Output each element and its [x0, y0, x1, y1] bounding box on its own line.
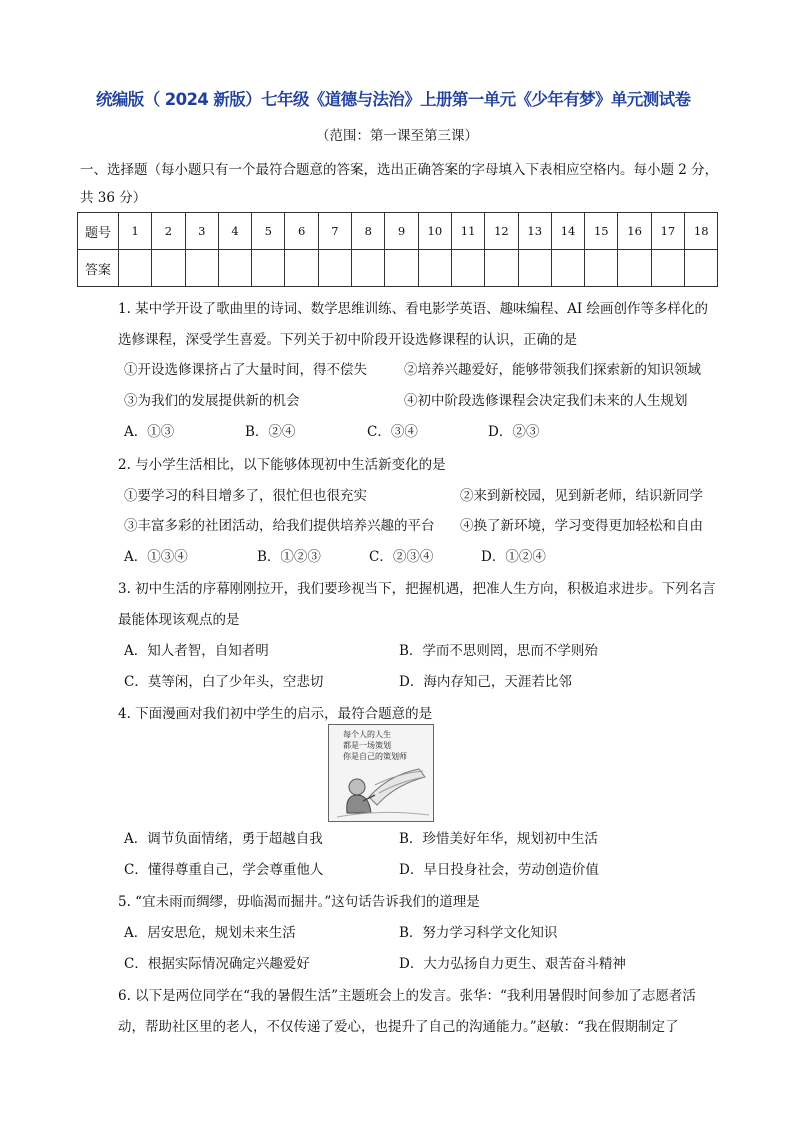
number-cell: 9 — [385, 213, 418, 250]
q5-option-c[interactable]: C．根据实际情况确定兴趣爱好 — [124, 956, 310, 972]
number-cell: 1 — [119, 213, 152, 250]
q5-option-d[interactable]: D．大力弘扬自力更生、艰苦奋斗精神 — [399, 956, 626, 972]
answer-cell[interactable] — [152, 250, 185, 287]
number-row — [78, 213, 718, 250]
q4-option-c[interactable]: C．懂得尊重自己，学会尊重他人 — [124, 862, 324, 878]
question-3-stem-cont: 最能体现该观点的是 — [118, 612, 240, 628]
cartoon-drawing — [329, 725, 433, 821]
q3-option-a[interactable]: A．知人者智，自知者明 — [124, 643, 269, 659]
number-cell: 11 — [451, 213, 484, 250]
number-row-label: 题号 — [78, 213, 119, 250]
number-cell: 6 — [285, 213, 318, 250]
q5-option-a[interactable]: A．居安思危，规划未来生活 — [124, 925, 296, 941]
q1-statement-2: ②培养兴趣爱好，能够带领我们探索新的知识领域 — [404, 362, 701, 378]
q3-option-d[interactable]: D．海内存知己，天涯若比邻 — [399, 674, 572, 690]
number-cell: 10 — [418, 213, 451, 250]
question-1-stem: 1. 某中学开设了歌曲里的诗词、数学思维训练、看电影学英语、趣味编程、AI 绘画创作等多样化的 — [118, 301, 709, 317]
answer-cell[interactable] — [218, 250, 251, 287]
q1-option-b[interactable]: B．②④ — [245, 424, 296, 440]
question-2-stem: 2. 与小学生活相比，以下能够体现初中生活新变化的是 — [118, 457, 446, 473]
answer-cell[interactable] — [119, 250, 152, 287]
q1-option-a[interactable]: A．①③ — [124, 424, 175, 440]
number-cell: 18 — [685, 213, 718, 250]
number-cell: 5 — [252, 213, 285, 250]
answer-cell[interactable] — [585, 250, 618, 287]
cartoon-image — [328, 724, 434, 822]
number-cell: 17 — [651, 213, 684, 250]
q2-option-d[interactable]: D．①②④ — [481, 549, 546, 565]
q2-option-b[interactable]: B．①②③ — [257, 549, 321, 565]
q2-statement-3: ③丰富多彩的社团活动，给我们提供培养兴趣的平台 — [124, 518, 435, 534]
section-heading-cont: 共 36 分） — [80, 190, 147, 206]
number-cell: 4 — [218, 213, 251, 250]
number-cell: 12 — [485, 213, 518, 250]
q4-option-d[interactable]: D．早日投身社会，劳动创造价值 — [399, 862, 599, 878]
question-6-stem: 6. 以下是两位同学在“我的暑假生活”主题班会上的发言。张华：“我利用暑假时间参加了志愿者活 — [118, 988, 696, 1004]
q2-option-a[interactable]: A．①③④ — [124, 549, 188, 565]
question-5-stem: 5. “宜未雨而绸缪，毋临渴而掘井。”这句话告诉我们的道理是 — [118, 894, 480, 910]
q3-option-b[interactable]: B．学而不思则罔，思而不学则殆 — [399, 643, 598, 659]
answer-cell[interactable] — [352, 250, 385, 287]
page-subtitle: （范围：第一课至第三课） — [316, 128, 478, 144]
answer-cell[interactable] — [518, 250, 551, 287]
q4-option-a[interactable]: A．调节负面情绪，勇于超越自我 — [124, 831, 323, 847]
number-cell: 8 — [352, 213, 385, 250]
answer-row-label: 答案 — [78, 250, 119, 287]
number-cell: 13 — [518, 213, 551, 250]
q4-option-b[interactable]: B．珍惜美好年华，规划初中生活 — [399, 831, 598, 847]
answer-row — [78, 250, 718, 287]
answer-cell[interactable] — [451, 250, 484, 287]
number-cell: 3 — [185, 213, 218, 250]
question-1-stem-cont: 选修课程，深受学生喜爱。下列关于初中阶段开设选修课程的认识，正确的是 — [118, 332, 577, 348]
cartoon-caption-1: 每个人的人生 — [343, 730, 391, 739]
question-6-stem-cont: 动，帮助社区里的老人，不仅传递了爱心，也提升了自己的沟通能力。”赵敏：“我在假期制定了 — [118, 1019, 679, 1035]
section-heading: 一、选择题（每小题只有一个最符合题意的答案，选出正确答案的字母填入下表相应空格内。每小题 2 分， — [80, 162, 719, 178]
cartoon-caption-3: 你是自己的策划师 — [343, 752, 407, 761]
number-cell: 14 — [551, 213, 584, 250]
answer-table — [77, 212, 718, 287]
answer-cell[interactable] — [285, 250, 318, 287]
q2-option-c[interactable]: C．②③④ — [369, 549, 434, 565]
q1-option-d[interactable]: D．②③ — [488, 424, 540, 440]
cartoon-caption-2: 都是一场策划 — [343, 741, 391, 750]
number-cell: 15 — [585, 213, 618, 250]
answer-cell[interactable] — [618, 250, 651, 287]
answer-cell[interactable] — [485, 250, 518, 287]
q1-statement-1: ①开设选修课挤占了大量时间，得不偿失 — [124, 362, 367, 378]
q3-option-c[interactable]: C．莫等闲，白了少年头，空悲切 — [124, 674, 324, 690]
q1-statement-3: ③为我们的发展提供新的机会 — [124, 393, 300, 409]
question-4-stem: 4. 下面漫画对我们初中学生的启示，最符合题意的是 — [118, 706, 433, 722]
number-cell: 16 — [618, 213, 651, 250]
q2-statement-4: ④换了新环境，学习变得更加轻松和自由 — [460, 518, 703, 534]
q2-statement-1: ①要学习的科目增多了，很忙但也很充实 — [124, 488, 367, 504]
q1-option-c[interactable]: C．③④ — [367, 424, 418, 440]
q2-statement-2: ②来到新校园，见到新老师，结识新同学 — [460, 488, 703, 504]
answer-cell[interactable] — [651, 250, 684, 287]
number-cell: 2 — [152, 213, 185, 250]
page-title: 统编版（ 2024 新版）七年级《道德与法治》上册第一单元《少年有梦》单元测试卷 — [96, 90, 691, 109]
q5-option-b[interactable]: B．努力学习科学文化知识 — [399, 925, 558, 941]
question-3-stem: 3. 初中生活的序幕刚刚拉开，我们要珍视当下，把握机遇，把准人生方向，积极追求进步。下列名言 — [118, 581, 716, 597]
answer-cell[interactable] — [185, 250, 218, 287]
answer-cell[interactable] — [685, 250, 718, 287]
number-cell: 7 — [318, 213, 351, 250]
answer-cell[interactable] — [385, 250, 418, 287]
answer-cell[interactable] — [418, 250, 451, 287]
answer-cell[interactable] — [551, 250, 584, 287]
answer-cell[interactable] — [318, 250, 351, 287]
answer-cell[interactable] — [252, 250, 285, 287]
q1-statement-4: ④初中阶段选修课程会决定我们未来的人生规划 — [404, 393, 688, 409]
